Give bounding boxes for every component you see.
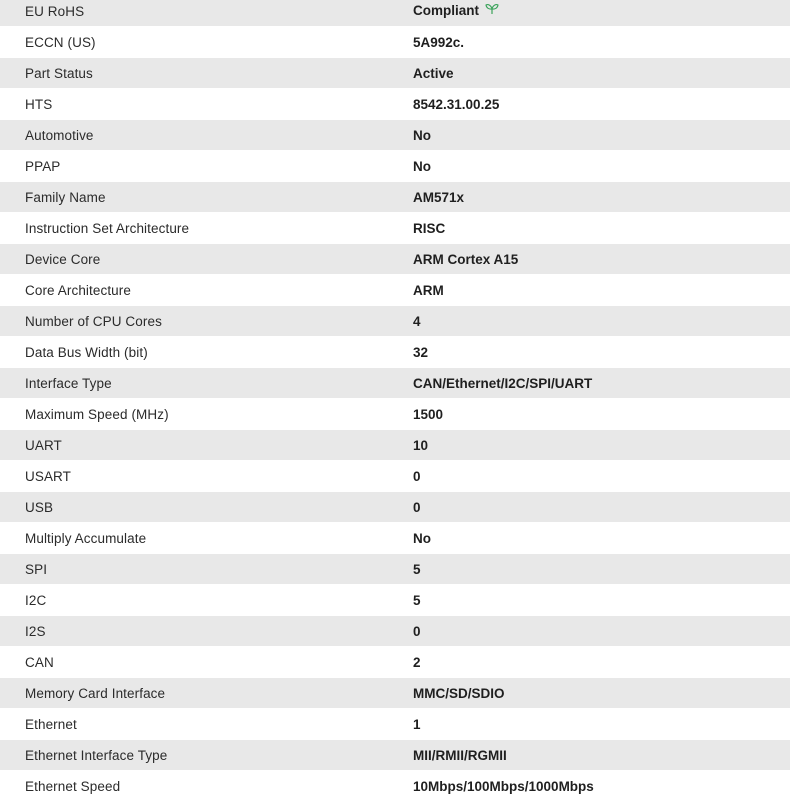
spec-label: I2C xyxy=(0,585,413,616)
spec-row-usb xyxy=(0,492,790,523)
spec-value: ARM Cortex A15 xyxy=(413,244,790,275)
spec-label: HTS xyxy=(0,89,413,120)
spec-label: Ethernet xyxy=(0,709,413,740)
leaf-icon xyxy=(485,3,499,18)
spec-value: AM571x xyxy=(413,182,790,213)
spec-row-automotive xyxy=(0,120,790,151)
spec-row-ethernet-interface-type xyxy=(0,740,790,771)
spec-label: Part Status xyxy=(0,58,413,89)
spec-row-multiply-accumulate xyxy=(0,523,790,554)
spec-value: CAN/Ethernet/I2C/SPI/UART xyxy=(413,368,790,399)
spec-label: I2S xyxy=(0,616,413,647)
spec-label: Ethernet Interface Type xyxy=(0,740,413,771)
spec-value: Active xyxy=(413,58,790,89)
spec-value: No xyxy=(413,523,790,554)
spec-row-family-name xyxy=(0,182,790,213)
spec-value: 2 xyxy=(413,647,790,678)
spec-label: Instruction Set Architecture xyxy=(0,213,413,244)
spec-label: Maximum Speed (MHz) xyxy=(0,399,413,430)
spec-label: Memory Card Interface xyxy=(0,678,413,709)
spec-label: UART xyxy=(0,430,413,461)
spec-value: 4 xyxy=(413,306,790,337)
spec-value: 8542.31.00.25 xyxy=(413,89,790,120)
spec-value: 5 xyxy=(413,585,790,616)
spec-row-interface-type xyxy=(0,368,790,399)
spec-label: Ethernet Speed xyxy=(0,771,413,802)
spec-label: Interface Type xyxy=(0,368,413,399)
spec-label: USART xyxy=(0,461,413,492)
spec-value: 32 xyxy=(413,337,790,368)
spec-value: MII/RMII/RGMII xyxy=(413,740,790,771)
spec-row-usart xyxy=(0,461,790,492)
spec-row-cpu-cores xyxy=(0,306,790,337)
spec-label: CAN xyxy=(0,647,413,678)
spec-value: 0 xyxy=(413,616,790,647)
spec-row-can xyxy=(0,647,790,678)
spec-row-spi xyxy=(0,554,790,585)
spec-value: 5A992c. xyxy=(413,27,790,58)
spec-label: PPAP xyxy=(0,151,413,182)
spec-value: 1 xyxy=(413,709,790,740)
spec-value: RISC xyxy=(413,213,790,244)
spec-row-hts xyxy=(0,89,790,120)
spec-value: 1500 xyxy=(413,399,790,430)
spec-label: Core Architecture xyxy=(0,275,413,306)
spec-row-eccn xyxy=(0,27,790,58)
spec-value: Compliant xyxy=(413,3,479,19)
spec-label: EU RoHS xyxy=(0,0,413,27)
spec-label: USB xyxy=(0,492,413,523)
spec-value: MMC/SD/SDIO xyxy=(413,678,790,709)
spec-row-eu-rohs xyxy=(0,0,790,27)
spec-label: Automotive xyxy=(0,120,413,151)
spec-row-part-status xyxy=(0,58,790,89)
spec-row-device-core xyxy=(0,244,790,275)
spec-label: Number of CPU Cores xyxy=(0,306,413,337)
spec-row-i2c xyxy=(0,585,790,616)
spec-label: Family Name xyxy=(0,182,413,213)
spec-label: Multiply Accumulate xyxy=(0,523,413,554)
spec-value: 0 xyxy=(413,461,790,492)
spec-row-max-speed xyxy=(0,399,790,430)
spec-value-cell xyxy=(413,0,790,27)
spec-value: ARM xyxy=(413,275,790,306)
spec-row-ethernet xyxy=(0,709,790,740)
spec-row-i2s xyxy=(0,616,790,647)
spec-row-isa xyxy=(0,213,790,244)
spec-value: 10Mbps/100Mbps/1000Mbps xyxy=(413,771,790,802)
spec-label: ECCN (US) xyxy=(0,27,413,58)
spec-row-data-bus-width xyxy=(0,337,790,368)
spec-value: 10 xyxy=(413,430,790,461)
spec-value: 5 xyxy=(413,554,790,585)
spec-value: No xyxy=(413,120,790,151)
spec-row-ppap xyxy=(0,151,790,182)
spec-row-ethernet-speed xyxy=(0,771,790,802)
spec-label: Device Core xyxy=(0,244,413,275)
spec-row-memory-card-interface xyxy=(0,678,790,709)
spec-value: No xyxy=(413,151,790,182)
spec-row-core-architecture xyxy=(0,275,790,306)
spec-value: 0 xyxy=(413,492,790,523)
spec-row-uart xyxy=(0,430,790,461)
spec-label: SPI xyxy=(0,554,413,585)
spec-label: Data Bus Width (bit) xyxy=(0,337,413,368)
